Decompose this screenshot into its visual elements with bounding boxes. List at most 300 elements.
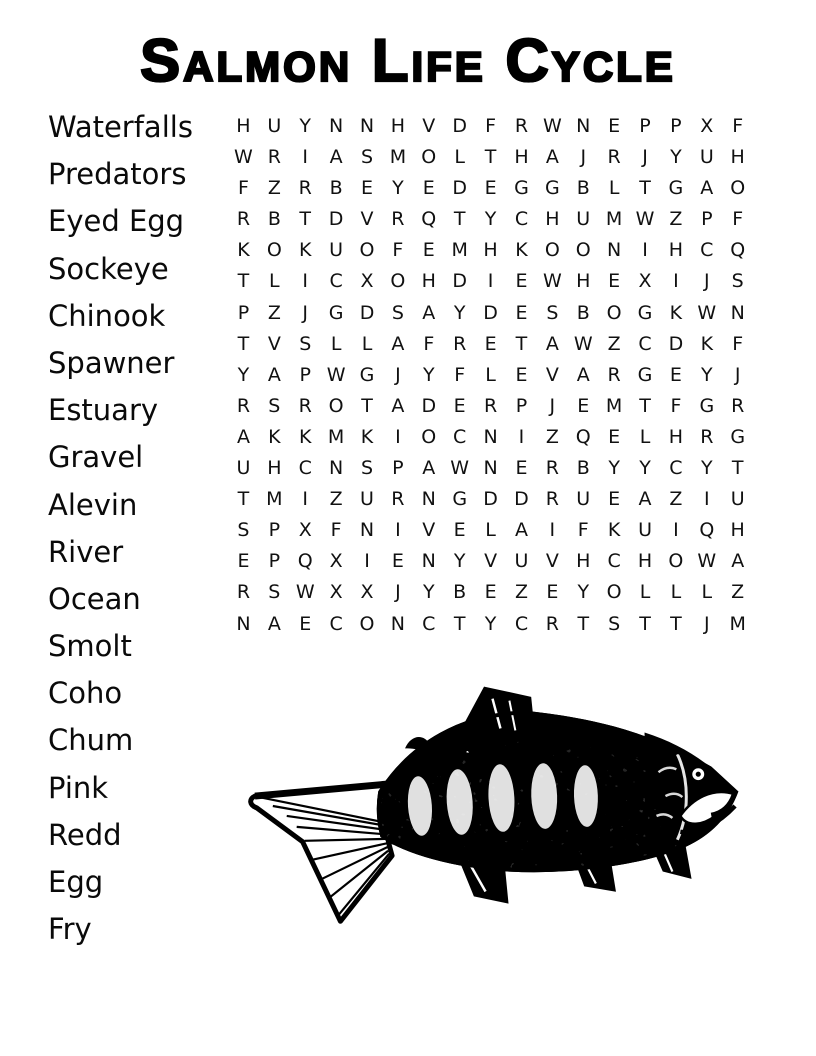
grid-letter: Y (484, 208, 497, 231)
grid-letter: H (267, 457, 282, 480)
grid-letter: P (299, 363, 311, 386)
grid-row (228, 173, 753, 204)
grid-letter: N (421, 488, 436, 511)
grid-letter: U (329, 239, 344, 262)
grid-letter: Z (329, 488, 343, 511)
grid-letter: R (700, 425, 714, 448)
grid-letter: G (730, 425, 746, 448)
grid-letter: U (514, 550, 529, 573)
grid-letter: E (515, 270, 528, 293)
grid-letter: Y (577, 581, 590, 604)
word-list-item: Alevin (48, 487, 138, 522)
grid-row (228, 546, 753, 577)
grid-letter: R (236, 581, 251, 604)
grid-letter: I (395, 425, 401, 448)
grid-letter: T (639, 177, 651, 200)
grid-letter: C (422, 612, 436, 635)
grid-letter: R (236, 394, 251, 417)
grid-letter: T (731, 457, 744, 480)
grid-letter: F (237, 177, 249, 200)
grid-letter: N (421, 550, 436, 573)
grid-letter: Q (699, 519, 715, 542)
grid-letter: Z (545, 425, 559, 448)
grid-letter: D (483, 301, 498, 324)
grid-letter: S (299, 332, 312, 355)
grid-letter: L (670, 581, 682, 604)
grid-letter: R (483, 394, 498, 417)
grid-row (228, 422, 753, 453)
grid-letter: O (575, 239, 591, 262)
grid-letter: Z (669, 488, 683, 511)
grid-letter: A (391, 332, 405, 355)
grid-letter: C (514, 208, 529, 231)
grid-letter: L (485, 519, 496, 542)
grid-letter: H (576, 270, 591, 293)
grid-letter: F (732, 332, 744, 355)
grid-letter: G (637, 363, 653, 386)
word-list-item: Egg (48, 865, 104, 899)
grid-letter: C (700, 239, 714, 262)
grid-letter: E (546, 581, 559, 604)
grid-letter: E (608, 115, 621, 137)
grid-letter: L (361, 332, 373, 355)
grid-letter: A (731, 550, 745, 573)
grid-letter: K (237, 239, 250, 262)
grid-letter: U (236, 457, 251, 480)
grid-letter: E (608, 270, 621, 293)
grid-letter: H (390, 115, 406, 137)
grid-letter: P (639, 115, 651, 137)
grid-letter: W (326, 363, 346, 386)
grid-letter: E (453, 519, 466, 542)
word-list-item: Smolt (48, 629, 132, 664)
grid-letter: L (701, 581, 713, 604)
grid-letter: T (670, 612, 682, 635)
grid-letter: H (637, 550, 653, 573)
grid-letter: E (391, 550, 404, 573)
grid-letter: Y (701, 363, 713, 386)
grid-letter: I (364, 550, 370, 573)
grid-letter: A (267, 612, 281, 635)
grid-letter: H (483, 239, 498, 262)
grid-letter: G (544, 177, 560, 200)
grid-letter: N (576, 115, 591, 137)
grid-letter: G (452, 488, 468, 511)
grid-letter: V (267, 332, 281, 355)
grid-letter: U (576, 208, 591, 231)
grid-letter: Y (453, 550, 466, 573)
grid-letter: T (453, 612, 466, 635)
grid-letter: E (361, 177, 374, 200)
grid-letter: O (328, 394, 344, 417)
grid-letter: F (732, 208, 744, 231)
grid-letter: F (577, 519, 589, 542)
grid-letter: T (515, 332, 528, 355)
grid-letter: V (545, 550, 559, 573)
grid-letter: E (515, 457, 528, 480)
grid-letter: W (573, 332, 593, 355)
grid-letter: G (699, 394, 715, 417)
grid-letter: I (302, 488, 309, 511)
grid-letter: L (330, 332, 342, 355)
grid-letter: U (730, 488, 745, 511)
grid-letter: V (422, 115, 436, 137)
grid-letter: R (391, 208, 405, 231)
grid-letter: L (639, 425, 651, 448)
grid-letter: A (422, 301, 436, 324)
grid-letter: D (483, 488, 498, 511)
fish-tail-fin (251, 784, 392, 921)
grid-letter: L (269, 270, 280, 293)
grid-letter: D (452, 115, 467, 137)
grid-letter: R (545, 457, 559, 480)
grid-letter: E (237, 550, 250, 573)
word-list-item: Coho (48, 676, 123, 711)
grid-letter: J (580, 146, 587, 169)
grid-letter: E (608, 425, 621, 448)
grid-letter: A (545, 332, 559, 355)
grid-letter: N (359, 519, 375, 542)
grid-letter: I (673, 519, 679, 542)
grid-letter: I (642, 239, 648, 262)
grid-letter: E (608, 488, 621, 511)
grid-letter: V (422, 519, 436, 542)
grid-letter: B (576, 177, 590, 200)
grid-letter: W (635, 208, 655, 231)
grid-letter: F (454, 363, 466, 386)
grid-row (228, 142, 753, 173)
grid-letter: Y (299, 115, 312, 137)
word-list-item: Pink (48, 770, 109, 805)
grid-letter: R (607, 146, 621, 169)
grid-letter: Y (639, 457, 651, 480)
grid-letter: I (395, 519, 401, 542)
grid-letter: V (360, 208, 374, 231)
grid-letter: H (668, 425, 684, 448)
grid-letter: K (700, 332, 714, 355)
grid-letter: S (546, 301, 559, 324)
grid-letter: M (605, 208, 623, 231)
grid-letter: X (360, 270, 374, 293)
grid-letter: D (452, 177, 467, 200)
grid-letter: H (514, 146, 529, 169)
grid-letter: T (484, 146, 497, 169)
grid-letter: K (669, 301, 683, 324)
grid-letter: C (298, 457, 312, 480)
grid-letter: M (389, 146, 407, 169)
grid-letter: N (483, 457, 498, 480)
grid-letter: J (734, 363, 741, 386)
grid-row (228, 360, 753, 391)
grid-letter: G (668, 177, 684, 200)
grid-letter: Y (701, 457, 713, 480)
grid-letter: C (607, 550, 621, 573)
word-list (48, 104, 193, 953)
grid-letter: C (329, 270, 343, 293)
grid-letter: A (700, 177, 714, 200)
grid-letter: I (673, 270, 679, 293)
grid-letter: S (360, 146, 374, 169)
grid-letter: R (453, 332, 467, 355)
grid-letter: B (267, 208, 281, 231)
word-list-item: Eyed Egg (48, 204, 185, 239)
grid-letter: W (697, 550, 717, 573)
grid-letter: Q (730, 239, 746, 262)
grid-letter: H (668, 239, 684, 262)
grid-letter: R (514, 115, 529, 137)
grid-letter: F (485, 115, 497, 137)
grid-letter: E (422, 239, 435, 262)
grid-letter: Z (731, 581, 745, 604)
grid-row (228, 391, 753, 422)
grid-letter: S (237, 519, 250, 542)
grid-letter: E (484, 581, 497, 604)
grid-letter: A (391, 394, 405, 417)
letter-grid (228, 111, 753, 640)
grid-letter: H (730, 146, 745, 169)
grid-letter: H (236, 115, 251, 137)
word-list-item: Sockeye (48, 251, 169, 286)
grid-letter: C (329, 612, 343, 635)
grid-letter: S (391, 301, 404, 324)
grid-letter: R (298, 177, 312, 200)
grid-letter: U (576, 488, 591, 511)
grid-letter: D (359, 301, 375, 324)
grid-letter: Z (607, 332, 621, 355)
word-list-item: Estuary (48, 393, 159, 428)
grid-letter: Y (453, 301, 466, 324)
grid-letter: L (639, 581, 651, 604)
grid-letter: X (298, 519, 312, 542)
grid-letter: F (330, 519, 342, 542)
grid-letter: J (302, 301, 309, 324)
grid-letter: N (390, 612, 405, 635)
grid-letter: O (544, 239, 560, 262)
grid-letter: B (453, 581, 467, 604)
grid-row (228, 453, 753, 484)
grid-row (228, 577, 753, 608)
grid-letter: O (606, 301, 622, 324)
word-list-item: Ocean (48, 581, 141, 616)
grid-letter: D (328, 208, 344, 231)
grid-letter: N (236, 612, 251, 635)
grid-letter: F (670, 394, 682, 417)
grid-letter: X (329, 581, 343, 604)
grid-letter: Z (267, 301, 281, 324)
grid-letter: X (700, 115, 714, 137)
grid-letter: V (545, 363, 559, 386)
grid-letter: W (234, 146, 253, 169)
grid-row (228, 235, 753, 266)
grid-letter: R (298, 394, 312, 417)
grid-letter: J (642, 146, 648, 169)
word-list-item: Redd (48, 817, 122, 852)
grid-letter: Y (422, 363, 435, 386)
grid-letter: K (360, 425, 374, 448)
grid-letter: O (730, 177, 746, 200)
grid-letter: G (328, 301, 344, 324)
grid-letter: P (268, 550, 281, 573)
grid-letter: K (515, 239, 528, 262)
grid-letter: G (514, 177, 529, 200)
grid-letter: H (730, 519, 745, 542)
grid-letter: O (668, 550, 684, 573)
grid-letter: Q (575, 425, 591, 448)
grid-letter: R (267, 146, 281, 169)
grid-letter: C (638, 332, 652, 355)
grid-letter: W (450, 457, 470, 480)
grid-letter: P (268, 519, 281, 542)
grid-letter: V (484, 550, 498, 573)
grid-letter: D (421, 394, 437, 417)
grid-letter: G (637, 301, 653, 324)
grid-letter: I (302, 270, 309, 293)
word-list-item: River (48, 534, 124, 569)
grid-letter: D (668, 332, 684, 355)
grid-row (228, 329, 753, 360)
grid-letter: Y (670, 146, 682, 169)
grid-letter: I (549, 519, 556, 542)
grid-letter: T (237, 332, 250, 355)
grid-letter: R (545, 488, 559, 511)
grid-letter: M (266, 488, 283, 511)
grid-letter: E (515, 363, 528, 386)
grid-letter: T (639, 612, 651, 635)
grid-letter: J (704, 270, 710, 293)
grid-row (228, 111, 753, 142)
grid-letter: I (302, 146, 309, 169)
grid-letter: J (549, 394, 556, 417)
page-title: Salmon Life Cycle (140, 27, 676, 94)
grid-letter: T (577, 612, 590, 635)
grid-letter: Y (422, 581, 435, 604)
grid-letter: R (607, 363, 621, 386)
grid-letter: N (730, 301, 745, 324)
grid-letter: A (514, 519, 528, 542)
grid-letter: A (422, 457, 436, 480)
grid-letter: T (453, 208, 466, 231)
grid-letter: K (298, 239, 312, 262)
grid-letter: B (576, 301, 590, 324)
grid-letter: X (360, 581, 374, 604)
grid-letter: C (669, 457, 683, 480)
grid-letter: D (514, 488, 529, 511)
grid-letter: M (605, 394, 623, 417)
grid-letter: E (577, 394, 590, 417)
grid-letter: I (704, 488, 710, 511)
grid-letter: E (484, 332, 497, 355)
grid-letter: D (452, 270, 467, 293)
word-list-item: Fry (48, 912, 92, 947)
grid-letter: U (699, 146, 714, 169)
grid-letter: R (391, 488, 405, 511)
grid-letter: Z (669, 208, 683, 231)
salmon-illustration (243, 684, 740, 926)
grid-letter: P (701, 208, 713, 231)
grid-letter: N (483, 425, 498, 448)
grid-row (228, 266, 753, 297)
grid-letter: O (359, 239, 375, 262)
grid-letter: W (542, 115, 562, 137)
grid-letter: O (421, 146, 437, 169)
grid-letter: I (487, 270, 494, 293)
grid-letter: A (545, 146, 559, 169)
grid-letter: E (515, 301, 528, 324)
grid-letter: T (299, 208, 312, 231)
grid-row (228, 204, 753, 235)
word-list-item: Chum (48, 723, 134, 758)
grid-letter: E (299, 612, 312, 635)
grid-row (228, 298, 753, 329)
grid-letter: H (421, 270, 436, 293)
grid-letter: X (638, 270, 652, 293)
grid-letter: F (423, 332, 435, 355)
grid-letter: A (576, 363, 590, 386)
grid-letter: C (514, 612, 529, 635)
grid-letter: S (608, 612, 621, 635)
grid-letter: F (392, 239, 404, 262)
grid-letter: R (236, 208, 251, 231)
grid-row (228, 484, 753, 515)
grid-letter: S (268, 581, 281, 604)
grid-letter: Y (484, 612, 497, 635)
word-list-item: Spawner (48, 345, 175, 380)
grid-letter: O (266, 239, 282, 262)
grid-letter: B (576, 457, 590, 480)
grid-letter: I (518, 425, 525, 448)
grid-letter: O (421, 425, 437, 448)
grid-letter: J (704, 612, 710, 635)
grid-letter: P (237, 301, 250, 324)
grid-letter: X (329, 550, 343, 573)
grid-letter: R (545, 612, 559, 635)
grid-letter: N (359, 115, 375, 137)
grid-letter: H (545, 208, 560, 231)
grid-letter: T (237, 488, 250, 511)
salmon-icon (243, 684, 740, 926)
grid-letter: W (697, 301, 717, 324)
grid-letter: A (329, 146, 343, 169)
grid-letter: F (732, 115, 744, 137)
grid-letter: S (360, 457, 374, 480)
grid-letter: T (639, 394, 651, 417)
grid-letter: T (237, 270, 250, 293)
grid-letter: M (451, 239, 468, 262)
grid-letter: K (268, 425, 281, 448)
grid-letter: N (607, 239, 622, 262)
grid-letter: O (359, 612, 375, 635)
grid-letter: P (515, 394, 528, 417)
grid-letter: Z (514, 581, 528, 604)
grid-letter: Q (297, 550, 313, 573)
grid-letter: U (360, 488, 374, 511)
grid-letter: C (453, 425, 467, 448)
grid-letter: U (638, 519, 652, 542)
grid-letter: B (329, 177, 343, 200)
grid-letter: Y (392, 177, 404, 200)
grid-letter: S (268, 394, 281, 417)
grid-letter: N (329, 457, 344, 480)
grid-letter: H (576, 550, 591, 573)
grid-letter: Z (267, 177, 281, 200)
grid-letter: J (395, 581, 401, 604)
grid-letter: O (390, 270, 406, 293)
grid-letter: M (729, 612, 746, 635)
grid-letter: A (638, 488, 652, 511)
grid-letter: Q (421, 208, 437, 231)
grid-letter: K (298, 425, 312, 448)
grid-letter: A (236, 425, 250, 448)
